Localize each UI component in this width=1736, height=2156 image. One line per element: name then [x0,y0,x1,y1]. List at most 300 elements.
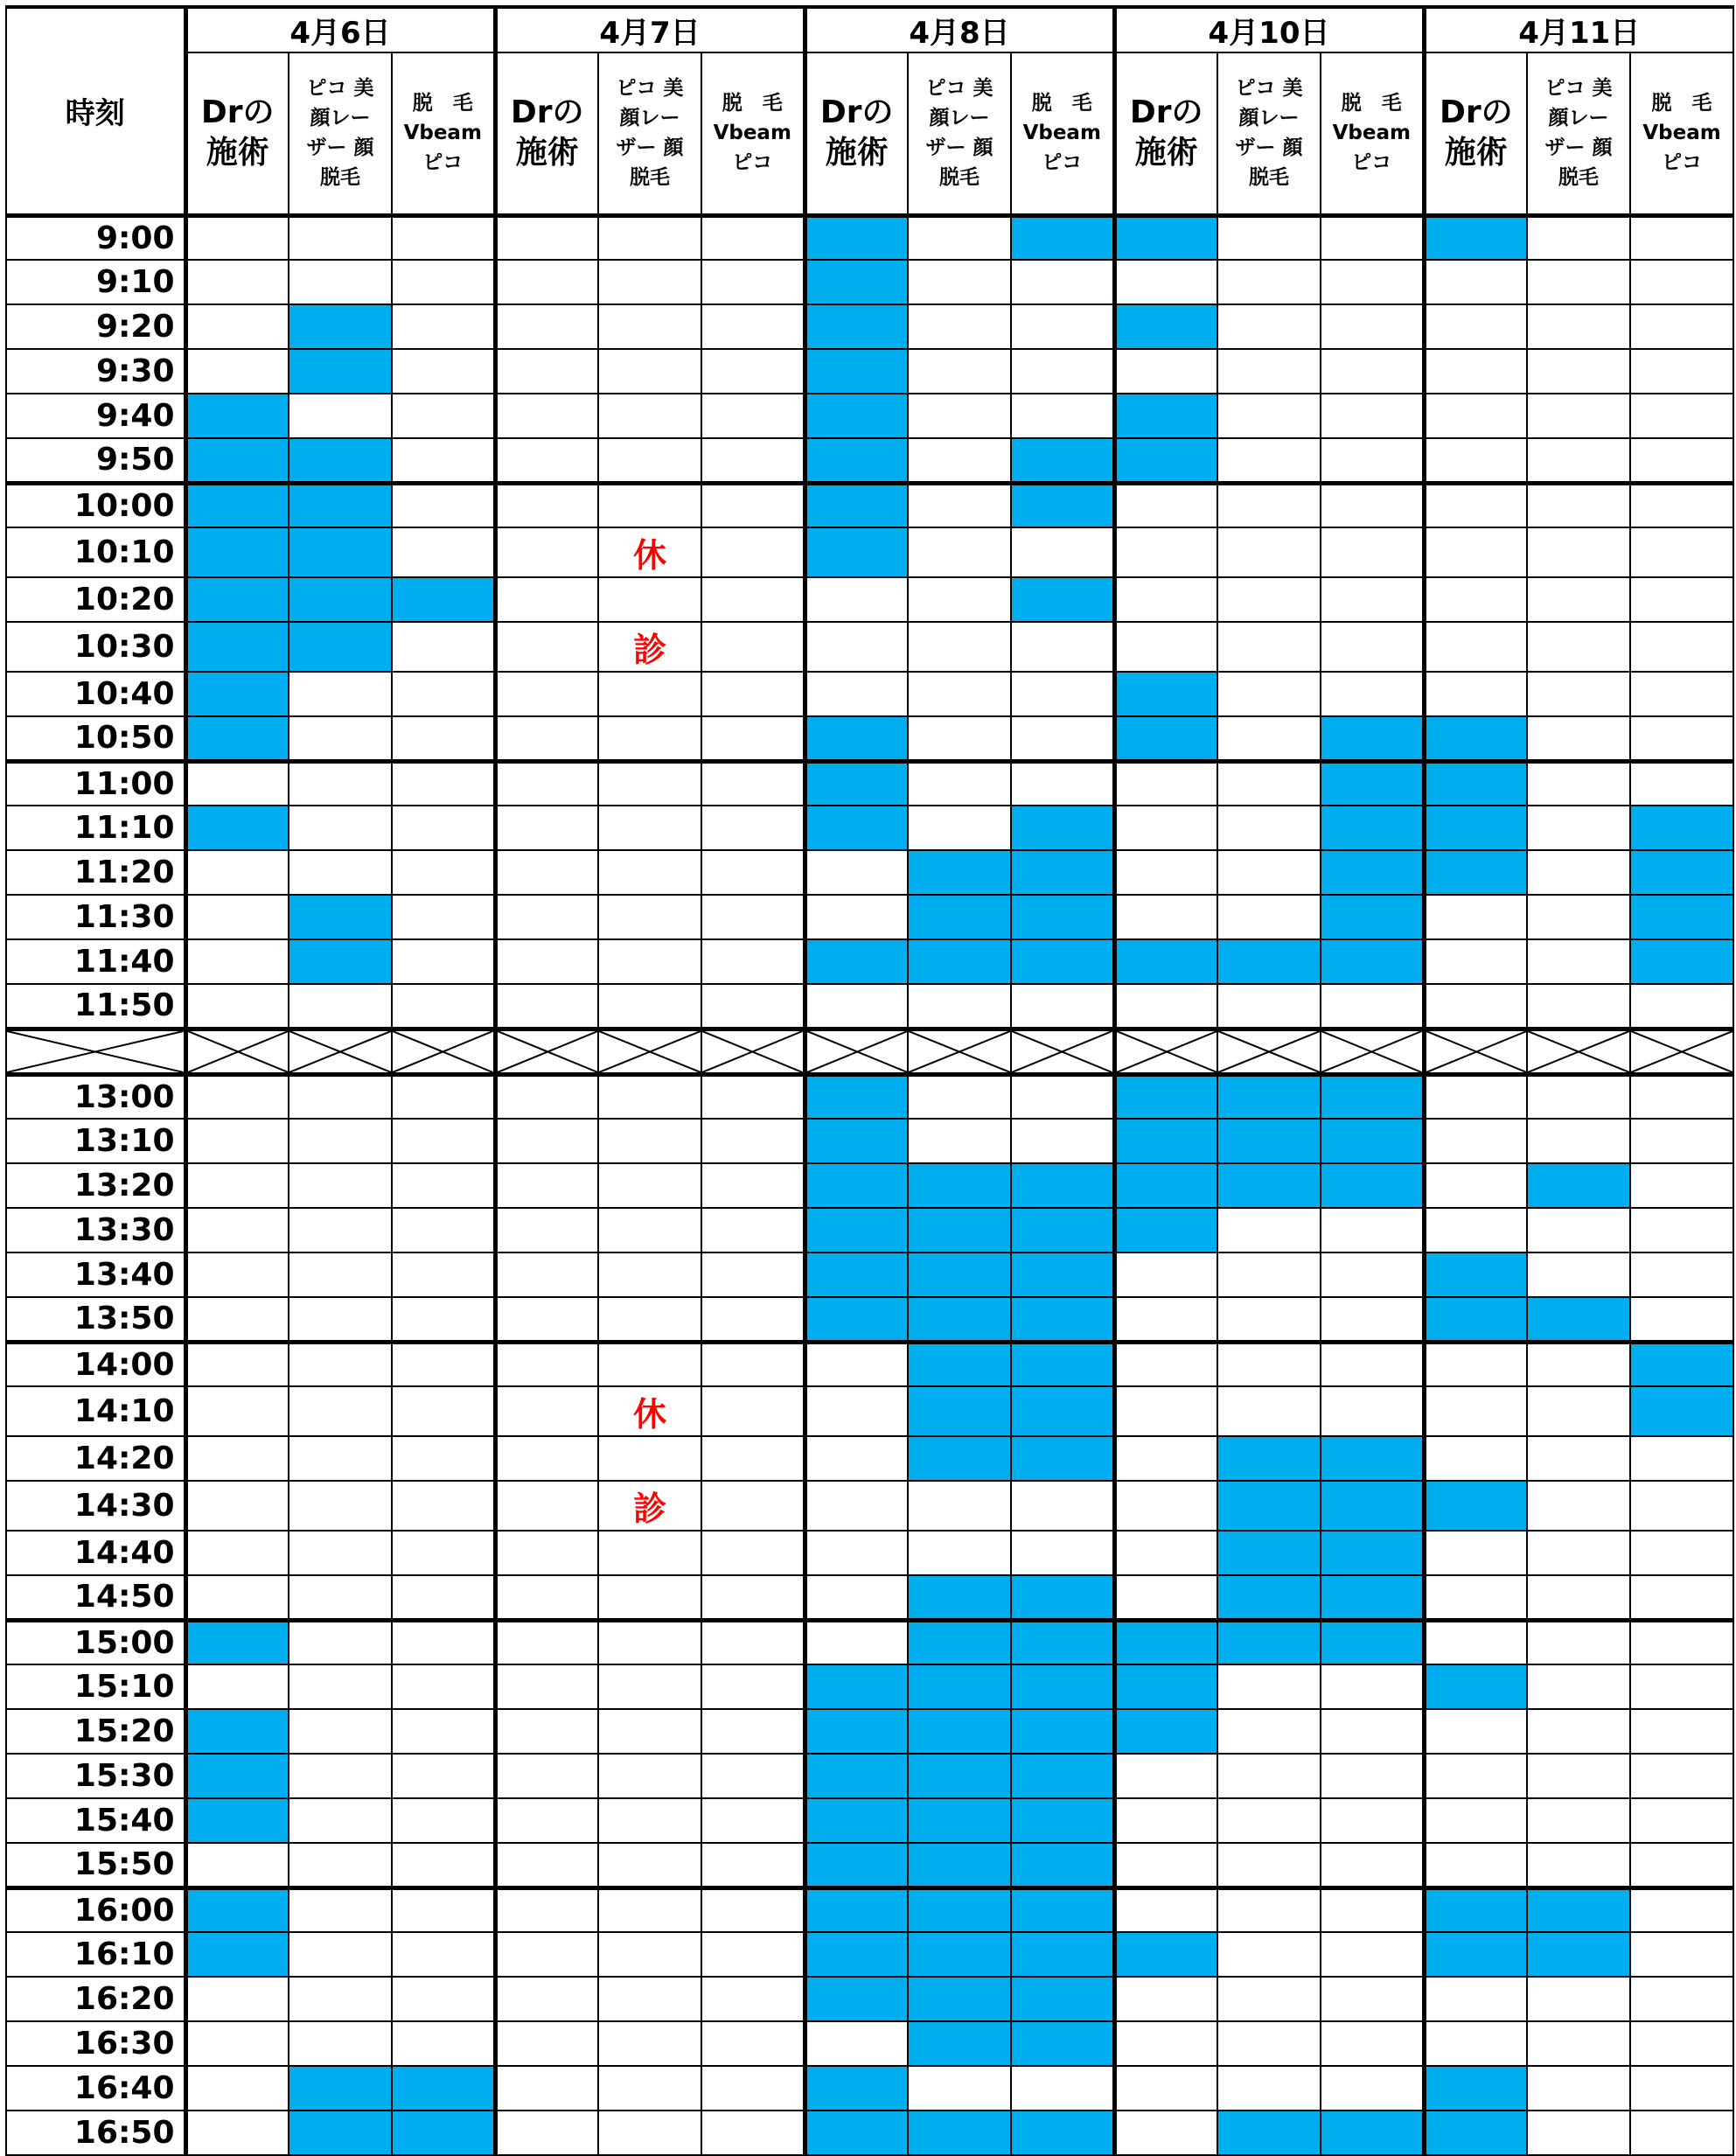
open-slot-cell[interactable] [392,304,495,349]
open-slot-cell[interactable] [1424,1798,1527,1843]
booked-slot-cell[interactable] [1424,1932,1527,1977]
open-slot-cell[interactable] [495,2066,598,2111]
open-slot-cell[interactable] [185,1531,289,1575]
open-slot-cell[interactable] [805,850,908,895]
open-slot-cell[interactable] [598,1664,701,1709]
open-slot-cell[interactable] [495,1342,598,1386]
booked-slot-cell[interactable] [185,1620,289,1664]
open-slot-cell[interactable] [1321,1386,1424,1436]
open-slot-cell[interactable] [185,1252,289,1297]
open-slot-cell[interactable] [598,394,701,438]
booked-slot-cell[interactable] [1630,850,1733,895]
open-slot-cell[interactable] [1424,394,1527,438]
open-slot-cell[interactable] [289,761,392,806]
booked-slot-cell[interactable] [1114,1208,1217,1252]
open-slot-cell[interactable] [1217,1754,1321,1798]
open-slot-cell[interactable] [805,577,908,622]
open-slot-cell[interactable] [1217,394,1321,438]
open-slot-cell[interactable] [701,1386,805,1436]
open-slot-cell[interactable] [495,260,598,304]
open-slot-cell[interactable] [1527,1754,1630,1798]
open-slot-cell[interactable] [495,349,598,394]
open-slot-cell[interactable] [701,1977,805,2021]
booked-slot-cell[interactable] [1114,1932,1217,1977]
open-slot-cell[interactable] [598,1297,701,1342]
booked-slot-cell[interactable] [1424,215,1527,260]
open-slot-cell[interactable] [1321,2021,1424,2066]
open-slot-cell[interactable] [289,1297,392,1342]
booked-slot-cell[interactable] [1114,672,1217,716]
open-slot-cell[interactable] [598,672,701,716]
open-slot-cell[interactable] [1424,622,1527,672]
open-slot-cell[interactable] [1114,622,1217,672]
open-slot-cell[interactable] [1630,1119,1733,1163]
open-slot-cell[interactable] [805,1481,908,1531]
open-slot-cell[interactable] [185,1074,289,1119]
open-slot-cell[interactable] [185,1297,289,1342]
open-slot-cell[interactable] [701,716,805,761]
open-slot-cell[interactable] [701,1575,805,1620]
open-slot-cell[interactable] [908,984,1011,1029]
open-slot-cell[interactable] [598,939,701,984]
open-slot-cell[interactable] [1630,1754,1733,1798]
open-slot-cell[interactable] [701,1481,805,1531]
open-slot-cell[interactable] [1527,1119,1630,1163]
booked-slot-cell[interactable] [908,1163,1011,1208]
open-slot-cell[interactable] [1114,1297,1217,1342]
open-slot-cell[interactable] [1527,984,1630,1029]
open-slot-cell[interactable] [185,1843,289,1887]
booked-slot-cell[interactable] [185,1754,289,1798]
open-slot-cell[interactable] [1630,2111,1733,2155]
open-slot-cell[interactable] [1321,438,1424,483]
open-slot-cell[interactable] [1011,761,1114,806]
open-slot-cell[interactable] [1527,2066,1630,2111]
open-slot-cell[interactable] [1321,577,1424,622]
open-slot-cell[interactable] [598,1252,701,1297]
open-slot-cell[interactable] [1217,716,1321,761]
open-slot-cell[interactable] [1114,1977,1217,2021]
booked-slot-cell[interactable] [185,672,289,716]
open-slot-cell[interactable] [1527,527,1630,577]
open-slot-cell[interactable] [1630,984,1733,1029]
open-slot-cell[interactable] [598,1342,701,1386]
booked-slot-cell[interactable] [1321,806,1424,850]
booked-slot-cell[interactable] [185,622,289,672]
open-slot-cell[interactable] [185,2066,289,2111]
open-slot-cell[interactable] [908,304,1011,349]
open-slot-cell[interactable] [598,1887,701,1932]
booked-slot-cell[interactable] [1011,939,1114,984]
booked-slot-cell[interactable] [1011,2111,1114,2155]
booked-slot-cell[interactable] [1424,1664,1527,1709]
booked-slot-cell[interactable] [805,1252,908,1297]
booked-slot-cell[interactable] [1114,1163,1217,1208]
open-slot-cell[interactable] [598,1620,701,1664]
booked-slot-cell[interactable] [1114,1074,1217,1119]
open-slot-cell[interactable] [805,984,908,1029]
booked-slot-cell[interactable] [1011,2021,1114,2066]
open-slot-cell[interactable] [805,2021,908,2066]
open-slot-cell[interactable] [1011,527,1114,577]
booked-slot-cell[interactable] [1217,1119,1321,1163]
open-slot-cell[interactable] [185,761,289,806]
booked-slot-cell[interactable] [185,527,289,577]
open-slot-cell[interactable] [1424,527,1527,577]
booked-slot-cell[interactable] [185,1887,289,1932]
booked-slot-cell[interactable] [1424,1297,1527,1342]
open-slot-cell[interactable] [495,761,598,806]
booked-slot-cell[interactable] [1630,806,1733,850]
open-slot-cell[interactable] [1114,1887,1217,1932]
open-slot-cell[interactable] [495,394,598,438]
open-slot-cell[interactable] [1527,2021,1630,2066]
open-slot-cell[interactable] [1114,895,1217,939]
booked-slot-cell[interactable] [908,1709,1011,1754]
open-slot-cell[interactable] [1424,984,1527,1029]
open-slot-cell[interactable] [495,1297,598,1342]
booked-slot-cell[interactable] [908,939,1011,984]
booked-slot-cell[interactable] [392,2111,495,2155]
booked-slot-cell[interactable] [1011,850,1114,895]
open-slot-cell[interactable] [1527,622,1630,672]
open-slot-cell[interactable] [495,1163,598,1208]
open-slot-cell[interactable] [495,1977,598,2021]
open-slot-cell[interactable] [598,349,701,394]
open-slot-cell[interactable] [392,850,495,895]
booked-slot-cell[interactable] [1011,1252,1114,1297]
open-slot-cell[interactable] [495,806,598,850]
booked-slot-cell[interactable] [1527,1297,1630,1342]
booked-slot-cell[interactable] [1114,1664,1217,1709]
open-slot-cell[interactable] [1321,394,1424,438]
open-slot-cell[interactable] [1114,1481,1217,1531]
open-slot-cell[interactable] [1424,349,1527,394]
open-slot-cell[interactable] [908,438,1011,483]
open-slot-cell[interactable] [1217,1798,1321,1843]
open-slot-cell[interactable] [908,215,1011,260]
booked-slot-cell[interactable] [1114,1709,1217,1754]
open-slot-cell[interactable] [805,1342,908,1386]
booked-slot-cell[interactable] [805,1798,908,1843]
open-slot-cell[interactable] [598,716,701,761]
open-slot-cell[interactable] [1424,1977,1527,2021]
booked-slot-cell[interactable] [1217,1163,1321,1208]
booked-slot-cell[interactable] [805,349,908,394]
open-slot-cell[interactable] [1630,622,1733,672]
open-slot-cell[interactable] [392,716,495,761]
open-slot-cell[interactable] [289,1664,392,1709]
open-slot-cell[interactable] [1217,483,1321,527]
open-slot-cell[interactable] [805,622,908,672]
open-slot-cell[interactable] [598,1163,701,1208]
open-slot-cell[interactable] [1217,761,1321,806]
open-slot-cell[interactable] [1630,1436,1733,1481]
open-slot-cell[interactable] [1217,1932,1321,1977]
open-slot-cell[interactable] [598,806,701,850]
open-slot-cell[interactable] [598,2111,701,2155]
open-slot-cell[interactable] [701,1342,805,1386]
booked-slot-cell[interactable] [392,577,495,622]
open-slot-cell[interactable] [1321,1798,1424,1843]
open-slot-cell[interactable] [598,1119,701,1163]
open-slot-cell[interactable] [1424,1386,1527,1436]
open-slot-cell[interactable] [495,1252,598,1297]
booked-slot-cell[interactable] [908,1208,1011,1252]
open-slot-cell[interactable] [598,438,701,483]
open-slot-cell[interactable] [495,1798,598,1843]
open-slot-cell[interactable] [1424,1754,1527,1798]
open-slot-cell[interactable] [289,984,392,1029]
open-slot-cell[interactable] [1630,1575,1733,1620]
open-slot-cell[interactable] [1114,2066,1217,2111]
booked-slot-cell[interactable] [185,1798,289,1843]
booked-slot-cell[interactable] [185,1932,289,1977]
open-slot-cell[interactable] [1321,260,1424,304]
open-slot-cell[interactable] [908,260,1011,304]
open-slot-cell[interactable] [392,438,495,483]
open-slot-cell[interactable] [289,716,392,761]
open-slot-cell[interactable] [1527,304,1630,349]
open-slot-cell[interactable] [289,1754,392,1798]
open-slot-cell[interactable] [1114,984,1217,1029]
booked-slot-cell[interactable] [908,1664,1011,1709]
open-slot-cell[interactable] [495,483,598,527]
open-slot-cell[interactable] [1217,1342,1321,1386]
booked-slot-cell[interactable] [392,2066,495,2111]
booked-slot-cell[interactable] [805,438,908,483]
booked-slot-cell[interactable] [1527,1163,1630,1208]
open-slot-cell[interactable] [1630,1531,1733,1575]
open-slot-cell[interactable] [185,304,289,349]
open-slot-cell[interactable] [1011,2066,1114,2111]
open-slot-cell[interactable] [1527,761,1630,806]
open-slot-cell[interactable] [598,1977,701,2021]
open-slot-cell[interactable] [495,1436,598,1481]
open-slot-cell[interactable] [598,761,701,806]
open-slot-cell[interactable] [392,1620,495,1664]
open-slot-cell[interactable] [1424,672,1527,716]
open-slot-cell[interactable] [598,304,701,349]
open-slot-cell[interactable] [185,215,289,260]
open-slot-cell[interactable] [289,1074,392,1119]
open-slot-cell[interactable] [1527,1074,1630,1119]
open-slot-cell[interactable] [289,1481,392,1531]
open-slot-cell[interactable] [289,1798,392,1843]
booked-slot-cell[interactable] [805,1664,908,1709]
booked-slot-cell[interactable] [1011,215,1114,260]
open-slot-cell[interactable] [392,1843,495,1887]
open-slot-cell[interactable] [1321,1977,1424,2021]
booked-slot-cell[interactable] [1011,577,1114,622]
open-slot-cell[interactable] [701,850,805,895]
open-slot-cell[interactable] [495,438,598,483]
booked-slot-cell[interactable] [1321,939,1424,984]
open-slot-cell[interactable] [392,1163,495,1208]
booked-slot-cell[interactable] [805,2066,908,2111]
open-slot-cell[interactable] [1114,850,1217,895]
open-slot-cell[interactable] [1527,1798,1630,1843]
booked-slot-cell[interactable] [1011,1709,1114,1754]
open-slot-cell[interactable] [1630,1709,1733,1754]
open-slot-cell[interactable] [701,1531,805,1575]
open-slot-cell[interactable] [392,215,495,260]
open-slot-cell[interactable] [701,1620,805,1664]
booked-slot-cell[interactable] [805,1843,908,1887]
open-slot-cell[interactable] [598,1208,701,1252]
open-slot-cell[interactable] [598,2066,701,2111]
booked-slot-cell[interactable] [1011,1386,1114,1436]
open-slot-cell[interactable] [1217,1664,1321,1709]
booked-slot-cell[interactable] [1630,1342,1733,1386]
booked-slot-cell[interactable] [1630,939,1733,984]
booked-slot-cell[interactable] [1011,1436,1114,1481]
open-slot-cell[interactable] [1527,260,1630,304]
open-slot-cell[interactable] [392,895,495,939]
open-slot-cell[interactable] [495,1620,598,1664]
open-slot-cell[interactable] [185,2111,289,2155]
booked-slot-cell[interactable] [1217,1575,1321,1620]
open-slot-cell[interactable] [1114,349,1217,394]
open-slot-cell[interactable] [185,349,289,394]
open-slot-cell[interactable] [701,1754,805,1798]
open-slot-cell[interactable] [392,2021,495,2066]
booked-slot-cell[interactable] [805,527,908,577]
booked-slot-cell[interactable] [1321,1481,1424,1531]
booked-slot-cell[interactable] [1424,850,1527,895]
open-slot-cell[interactable] [392,394,495,438]
open-slot-cell[interactable] [392,939,495,984]
open-slot-cell[interactable] [1630,1843,1733,1887]
open-slot-cell[interactable] [1114,1436,1217,1481]
booked-slot-cell[interactable] [908,1252,1011,1297]
open-slot-cell[interactable] [392,1932,495,1977]
open-slot-cell[interactable] [598,1074,701,1119]
open-slot-cell[interactable] [1424,1163,1527,1208]
open-slot-cell[interactable] [1011,716,1114,761]
open-slot-cell[interactable] [1217,2021,1321,2066]
booked-slot-cell[interactable] [908,1386,1011,1436]
open-slot-cell[interactable] [1630,1297,1733,1342]
open-slot-cell[interactable] [289,1119,392,1163]
open-slot-cell[interactable] [1217,527,1321,577]
booked-slot-cell[interactable] [1321,1074,1424,1119]
open-slot-cell[interactable] [1114,2111,1217,2155]
open-slot-cell[interactable] [908,394,1011,438]
open-slot-cell[interactable] [289,1342,392,1386]
booked-slot-cell[interactable] [805,939,908,984]
booked-slot-cell[interactable] [805,1977,908,2021]
open-slot-cell[interactable] [701,1208,805,1252]
open-slot-cell[interactable] [1114,1342,1217,1386]
open-slot-cell[interactable] [1114,577,1217,622]
open-slot-cell[interactable] [289,215,392,260]
open-slot-cell[interactable] [495,215,598,260]
booked-slot-cell[interactable] [289,895,392,939]
booked-slot-cell[interactable] [908,1436,1011,1481]
open-slot-cell[interactable] [908,527,1011,577]
open-slot-cell[interactable] [495,939,598,984]
open-slot-cell[interactable] [701,527,805,577]
open-slot-cell[interactable] [392,1531,495,1575]
open-slot-cell[interactable] [495,1843,598,1887]
booked-slot-cell[interactable] [908,1843,1011,1887]
open-slot-cell[interactable] [1321,527,1424,577]
open-slot-cell[interactable] [908,1531,1011,1575]
open-slot-cell[interactable] [1424,895,1527,939]
booked-slot-cell[interactable] [1011,438,1114,483]
open-slot-cell[interactable] [289,1163,392,1208]
open-slot-cell[interactable] [1217,2066,1321,2111]
booked-slot-cell[interactable] [1321,1575,1424,1620]
open-slot-cell[interactable] [701,349,805,394]
open-slot-cell[interactable] [1527,2111,1630,2155]
open-slot-cell[interactable] [598,483,701,527]
open-slot-cell[interactable] [289,1709,392,1754]
open-slot-cell[interactable] [495,895,598,939]
open-slot-cell[interactable] [392,761,495,806]
open-slot-cell[interactable] [1630,672,1733,716]
booked-slot-cell[interactable] [1630,895,1733,939]
open-slot-cell[interactable] [1630,1074,1733,1119]
open-slot-cell[interactable] [1321,1754,1424,1798]
open-slot-cell[interactable] [392,527,495,577]
booked-slot-cell[interactable] [1011,1754,1114,1798]
booked-slot-cell[interactable] [1011,1932,1114,1977]
open-slot-cell[interactable] [1114,483,1217,527]
open-slot-cell[interactable] [598,215,701,260]
booked-slot-cell[interactable] [1527,1887,1630,1932]
open-slot-cell[interactable] [1217,215,1321,260]
open-slot-cell[interactable] [1630,394,1733,438]
open-slot-cell[interactable] [1217,672,1321,716]
open-slot-cell[interactable] [701,1843,805,1887]
open-slot-cell[interactable] [1011,672,1114,716]
booked-slot-cell[interactable] [1424,1252,1527,1297]
open-slot-cell[interactable] [495,304,598,349]
open-slot-cell[interactable] [185,260,289,304]
open-slot-cell[interactable] [392,1297,495,1342]
booked-slot-cell[interactable] [1424,716,1527,761]
booked-slot-cell[interactable] [805,215,908,260]
booked-slot-cell[interactable] [1321,761,1424,806]
open-slot-cell[interactable] [1217,622,1321,672]
open-slot-cell[interactable] [1630,1977,1733,2021]
open-slot-cell[interactable] [1424,1843,1527,1887]
open-slot-cell[interactable] [1011,1119,1114,1163]
booked-slot-cell[interactable] [805,1163,908,1208]
open-slot-cell[interactable] [495,1481,598,1531]
open-slot-cell[interactable] [701,806,805,850]
booked-slot-cell[interactable] [1011,1887,1114,1932]
open-slot-cell[interactable] [1630,1163,1733,1208]
booked-slot-cell[interactable] [1217,2111,1321,2155]
open-slot-cell[interactable] [495,1119,598,1163]
open-slot-cell[interactable] [701,1119,805,1163]
open-slot-cell[interactable] [1217,577,1321,622]
open-slot-cell[interactable] [495,984,598,1029]
open-slot-cell[interactable] [185,1575,289,1620]
booked-slot-cell[interactable] [185,716,289,761]
open-slot-cell[interactable] [1217,1386,1321,1436]
open-slot-cell[interactable] [185,1436,289,1481]
open-slot-cell[interactable] [701,1887,805,1932]
booked-slot-cell[interactable] [1114,1119,1217,1163]
booked-slot-cell[interactable] [1321,1620,1424,1664]
open-slot-cell[interactable] [1321,1843,1424,1887]
open-slot-cell[interactable] [1321,349,1424,394]
open-slot-cell[interactable] [1011,394,1114,438]
